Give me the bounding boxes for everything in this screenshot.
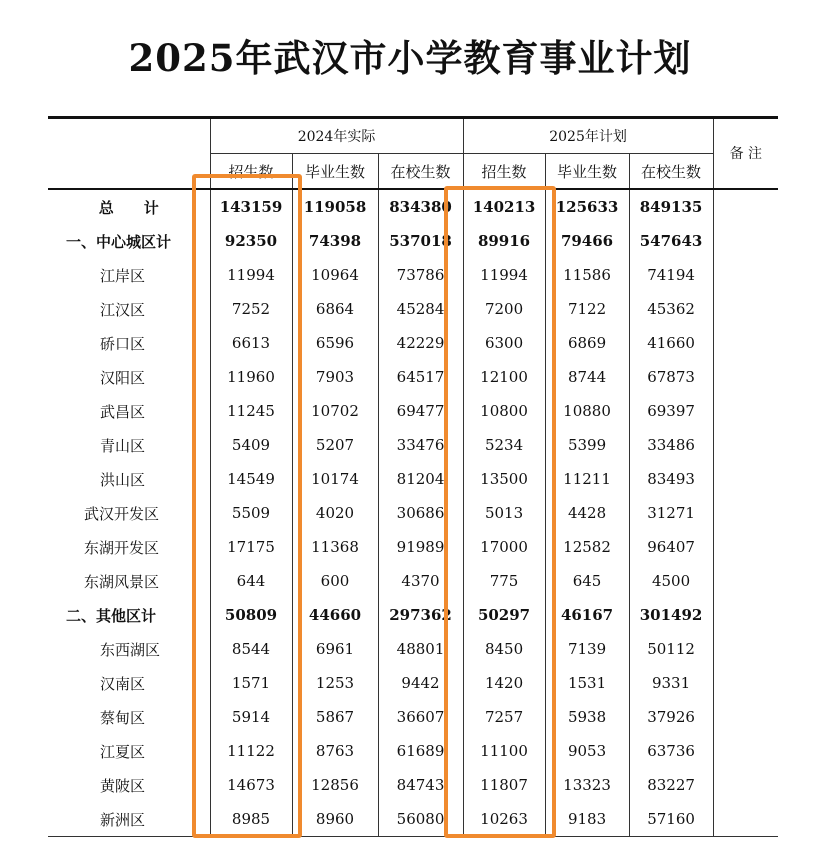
table-row [48,700,778,734]
table-cell: 5867 [292,700,378,734]
remark-cell [713,189,778,224]
table-cell: 12856 [292,768,378,802]
table-cell: 849135 [629,189,713,224]
table-cell: 91989 [378,530,463,564]
table-cell: 11960 [210,360,292,394]
table-cell: 7252 [210,292,292,326]
remark-cell [713,224,778,258]
table-cell: 9442 [378,666,463,700]
table-cell: 6596 [292,326,378,360]
remark-cell [713,496,778,530]
table-cell: 11100 [463,734,545,768]
row-label: 江夏区 [48,734,210,768]
table-cell: 36607 [378,700,463,734]
table-cell: 5207 [292,428,378,462]
col-header-students-2025: 在校生数 [629,154,713,190]
table-cell: 73786 [378,258,463,292]
table-cell: 775 [463,564,545,598]
table-cell: 10263 [463,802,545,837]
table-cell: 5399 [545,428,629,462]
table-cell: 45284 [378,292,463,326]
table-cell: 8744 [545,360,629,394]
table-cell: 10174 [292,462,378,496]
table-row [48,496,778,530]
table-cell: 13500 [463,462,545,496]
table-cell: 11994 [463,258,545,292]
table-row [48,666,778,700]
table-cell: 50809 [210,598,292,632]
row-label: 硚口区 [48,326,210,360]
row-label: 新洲区 [48,802,210,837]
table-cell: 14549 [210,462,292,496]
remark-cell [713,598,778,632]
table-row [48,462,778,496]
table-cell: 57160 [629,802,713,837]
row-label: 江岸区 [48,258,210,292]
row-label: 东湖风景区 [48,564,210,598]
table-cell: 143159 [210,189,292,224]
table-cell: 83493 [629,462,713,496]
col-header-students-2024: 在校生数 [378,154,463,190]
table-cell: 74194 [629,258,713,292]
page-title: 2025年武汉市小学教育事业计划 [128,36,692,80]
group-header-2025: 2025年计划 [463,118,713,154]
table-cell: 50112 [629,632,713,666]
col-header-enroll-2024: 招生数 [210,154,292,190]
table-cell: 79466 [545,224,629,258]
table-cell: 140213 [463,189,545,224]
remark-cell [713,802,778,837]
remark-cell [713,632,778,666]
table-cell: 8985 [210,802,292,837]
table-cell: 81204 [378,462,463,496]
remark-cell [713,326,778,360]
table-row [48,258,778,292]
table-cell: 44660 [292,598,378,632]
table-cell: 6961 [292,632,378,666]
table-row [48,428,778,462]
table-cell: 10702 [292,394,378,428]
table-cell: 61689 [378,734,463,768]
table-cell: 7200 [463,292,545,326]
remark-cell [713,462,778,496]
table-cell: 96407 [629,530,713,564]
table-cell: 4020 [292,496,378,530]
table-cell: 8450 [463,632,545,666]
table-row [48,224,778,258]
table-cell: 17000 [463,530,545,564]
table-cell: 11368 [292,530,378,564]
table-cell: 7257 [463,700,545,734]
remark-cell [713,768,778,802]
table-row [48,598,778,632]
table-cell: 64517 [378,360,463,394]
remark-cell [713,734,778,768]
table-cell: 5914 [210,700,292,734]
table-row [48,292,778,326]
remark-cell [713,258,778,292]
table-cell: 6869 [545,326,629,360]
remark-cell [713,428,778,462]
table-cell: 11122 [210,734,292,768]
table-cell: 4500 [629,564,713,598]
table-cell: 9183 [545,802,629,837]
table-cell: 92350 [210,224,292,258]
table-row [48,564,778,598]
table-cell: 31271 [629,496,713,530]
row-label: 二、其他区计 [48,598,210,632]
table-cell: 33486 [629,428,713,462]
table-cell: 30686 [378,496,463,530]
table-cell: 14673 [210,768,292,802]
col-header-graduates-2024: 毕业生数 [292,154,378,190]
education-plan-table [48,116,778,837]
table-cell: 6300 [463,326,545,360]
col-header-enroll-2025: 招生数 [463,154,545,190]
table-cell: 1253 [292,666,378,700]
row-label: 洪山区 [48,462,210,496]
table-row [48,530,778,564]
table-cell: 1531 [545,666,629,700]
row-label: 江汉区 [48,292,210,326]
table-cell: 8544 [210,632,292,666]
row-label: 黄陂区 [48,768,210,802]
table-row [48,632,778,666]
remark-cell [713,360,778,394]
table-cell: 1571 [210,666,292,700]
table-cell: 7122 [545,292,629,326]
table-row [48,768,778,802]
table-row [48,360,778,394]
table-cell: 37926 [629,700,713,734]
table-cell: 6613 [210,326,292,360]
table-cell: 5013 [463,496,545,530]
table-cell: 600 [292,564,378,598]
table-cell: 45362 [629,292,713,326]
table-cell: 41660 [629,326,713,360]
table-cell: 13323 [545,768,629,802]
table-cell: 50297 [463,598,545,632]
table-cell: 84743 [378,768,463,802]
table-cell: 46167 [545,598,629,632]
table-cell: 834380 [378,189,463,224]
table-cell: 4370 [378,564,463,598]
row-label: 青山区 [48,428,210,462]
row-label: 汉南区 [48,666,210,700]
table-cell: 11245 [210,394,292,428]
table-cell: 11211 [545,462,629,496]
row-label: 汉阳区 [48,360,210,394]
table-cell: 5409 [210,428,292,462]
table-row [48,734,778,768]
table-cell: 17175 [210,530,292,564]
row-label: 一、中心城区计 [48,224,210,258]
table-cell: 48801 [378,632,463,666]
table-cell: 10964 [292,258,378,292]
row-label: 武汉开发区 [48,496,210,530]
row-label: 东湖开发区 [48,530,210,564]
table-cell: 10880 [545,394,629,428]
table-cell: 4428 [545,496,629,530]
table-cell: 83227 [629,768,713,802]
table-cell: 42229 [378,326,463,360]
table-cell: 56080 [378,802,463,837]
table-cell: 63736 [629,734,713,768]
table-cell: 125633 [545,189,629,224]
table-cell: 7139 [545,632,629,666]
table-cell: 11586 [545,258,629,292]
row-label: 武昌区 [48,394,210,428]
remark-cell [713,292,778,326]
table-row [48,394,778,428]
table-cell: 11807 [463,768,545,802]
table-cell: 9331 [629,666,713,700]
table-cell: 645 [545,564,629,598]
table-cell: 67873 [629,360,713,394]
remark-cell [713,564,778,598]
table-cell: 5234 [463,428,545,462]
table-row [48,189,778,224]
table-cell: 12582 [545,530,629,564]
table-cell: 119058 [292,189,378,224]
table-cell: 33476 [378,428,463,462]
row-label: 总 计 [48,189,210,224]
table-row [48,802,778,837]
table-cell: 7903 [292,360,378,394]
table-cell: 9053 [545,734,629,768]
table-cell: 5938 [545,700,629,734]
table-cell: 5509 [210,496,292,530]
table-cell: 301492 [629,598,713,632]
table-cell: 69397 [629,394,713,428]
remark-cell [713,666,778,700]
table-row [48,326,778,360]
table-cell: 11994 [210,258,292,292]
group-header-2024: 2024年实际 [210,118,463,154]
table-cell: 644 [210,564,292,598]
table-cell: 89916 [463,224,545,258]
table-cell: 8763 [292,734,378,768]
row-label: 蔡甸区 [48,700,210,734]
table-cell: 8960 [292,802,378,837]
remark-cell [713,394,778,428]
table-cell: 537018 [378,224,463,258]
row-label: 东西湖区 [48,632,210,666]
table-cell: 10800 [463,394,545,428]
table-cell: 6864 [292,292,378,326]
table-cell: 1420 [463,666,545,700]
table-cell: 74398 [292,224,378,258]
col-header-graduates-2025: 毕业生数 [545,154,629,190]
remark-header: 备 注 [713,118,778,190]
row-label-header [48,118,210,190]
remark-cell [713,530,778,564]
table-cell: 297362 [378,598,463,632]
remark-cell [713,700,778,734]
table-cell: 12100 [463,360,545,394]
table-cell: 69477 [378,394,463,428]
table-cell: 547643 [629,224,713,258]
